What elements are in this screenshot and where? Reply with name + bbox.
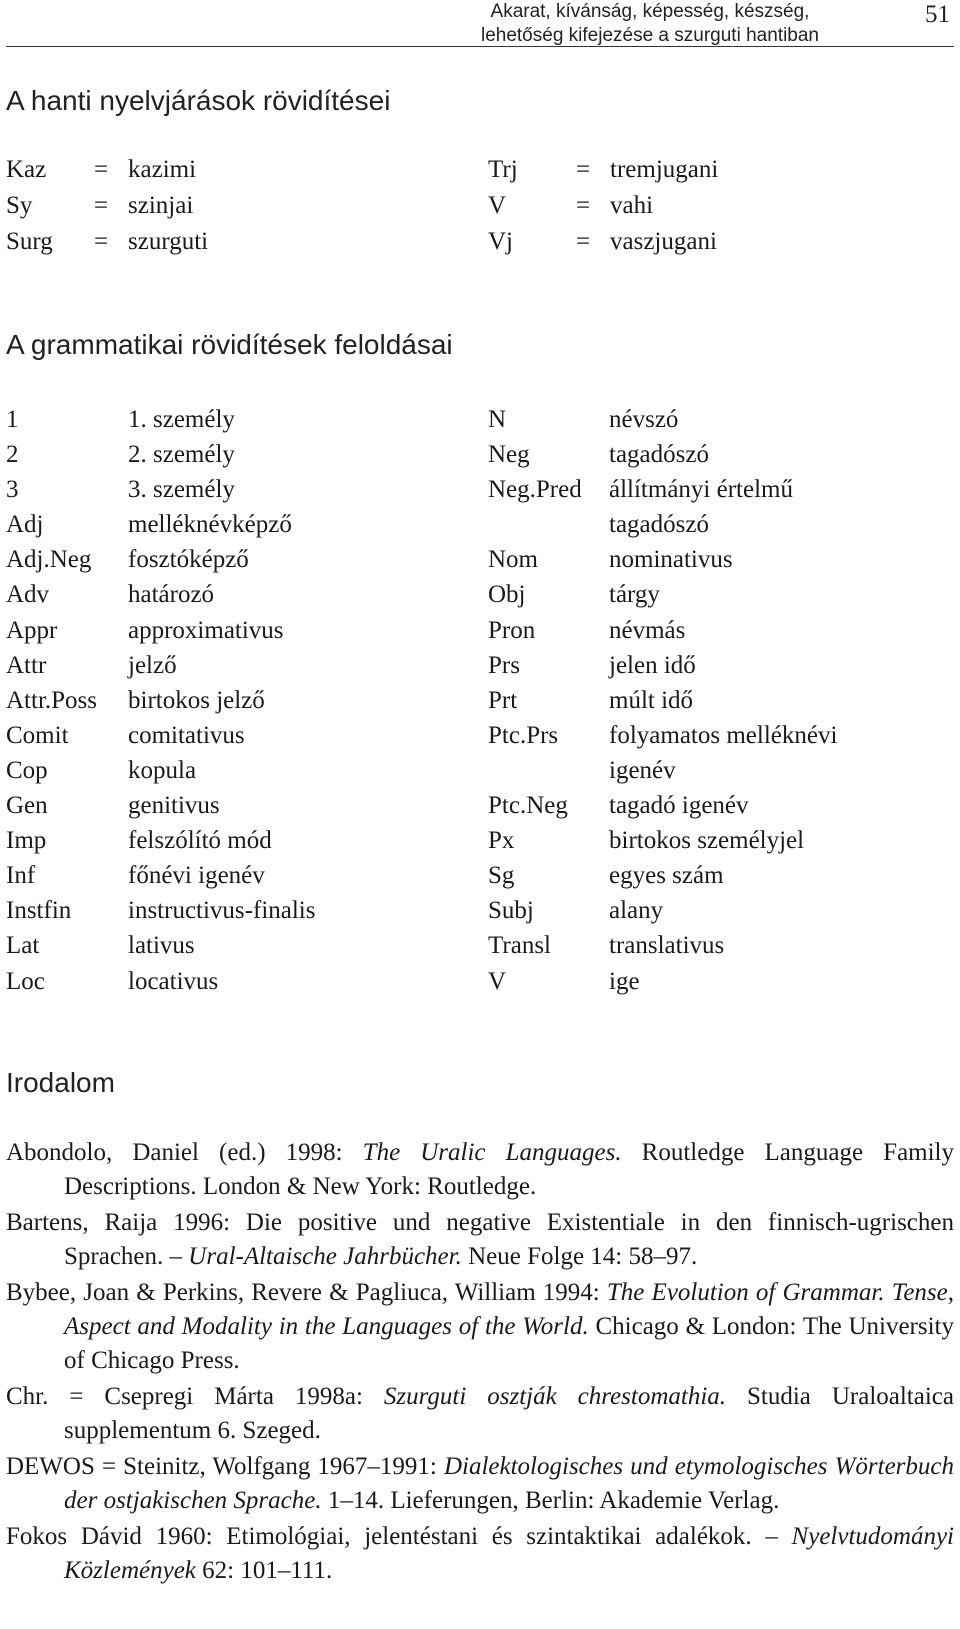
abbreviation-meaning: tagadószó <box>609 511 709 539</box>
abbreviation-row <box>488 928 958 963</box>
reference-text: Bybee, Joan & Perkins, Revere & Pagliuca, William 1994: <box>6 1279 607 1306</box>
abbreviation-row <box>488 753 958 788</box>
abbreviation: 3 <box>6 476 19 504</box>
dialect-name: tremjugani <box>610 156 719 183</box>
abbreviation-row <box>488 577 958 612</box>
dialect-abbreviation: Kaz <box>6 156 47 183</box>
reference-text: Fokos Dávid 1960: Etimológiai, jelentéstani és szintaktikai adalékok. – <box>6 1523 792 1550</box>
abbreviation: Neg <box>488 441 530 469</box>
dialect-name: szurguti <box>128 228 209 255</box>
abbreviation-meaning: névszó <box>609 406 679 433</box>
abbreviation: Px <box>488 827 515 855</box>
reference-text: Neue Folge 14: 58–97. <box>461 1243 698 1270</box>
abbreviation-meaning: egyes szám <box>609 862 724 890</box>
dialect-row <box>488 224 928 260</box>
reference-text: 1–14. Lieferungen, Berlin: Akademie Verlag. <box>321 1487 780 1514</box>
reference-title: The Uralic Languages. <box>362 1139 622 1166</box>
abbreviation-row <box>6 472 466 507</box>
abbreviation: Prs <box>488 651 520 679</box>
abbreviation-meaning: 1. személy <box>128 406 235 433</box>
abbreviation-meaning: tagadószó <box>609 441 709 469</box>
reference-entry <box>6 1520 954 1588</box>
abbreviation: 1 <box>6 406 19 433</box>
abbreviation: Subj <box>488 897 534 925</box>
abbreviation-row <box>6 542 466 577</box>
abbreviation-meaning: múlt idő <box>609 686 694 714</box>
abbreviation: Nom <box>488 546 538 574</box>
abbreviation-row <box>6 613 466 648</box>
abbreviation: Transl <box>488 932 551 960</box>
abbreviation: Adj <box>6 511 44 539</box>
abbreviation-meaning: állítmányi értelmű <box>609 476 793 504</box>
dialect-abbreviation: Sy <box>6 192 33 219</box>
abbreviation-row <box>488 683 958 718</box>
dialect-list-right <box>488 152 928 260</box>
grammar-list-right <box>488 402 958 999</box>
reference-text: Bartens, Raija 1996: Die positive und negative Existentiale in den finnisch-ugrischen Sprachen. – <box>6 1209 954 1270</box>
abbreviation-row <box>6 683 466 718</box>
abbreviation-row <box>488 858 958 893</box>
abbreviation-meaning: ige <box>609 967 640 995</box>
abbreviation-row <box>6 858 466 893</box>
abbreviation-meaning: folyamatos melléknévi <box>609 721 838 749</box>
reference-text: Chr. = Csepregi Márta 1998a: <box>6 1383 384 1410</box>
abbreviation-row <box>6 718 466 753</box>
page-number: 51 <box>925 1 950 28</box>
abbreviation: Cop <box>6 756 48 784</box>
abbreviation-row <box>6 507 466 542</box>
reference-entry <box>6 1206 954 1274</box>
abbreviation: Instfin <box>6 897 72 925</box>
abbreviation-row <box>488 402 958 437</box>
abbreviation-meaning: approximativus <box>128 616 284 644</box>
reference-text: Chicago & London: The University of Chicago Press. <box>64 1313 954 1374</box>
abbreviation-meaning: határozó <box>128 581 215 609</box>
abbreviation-meaning: melléknévképző <box>128 511 292 539</box>
reference-title: Ural-Altaische Jahrbücher. <box>188 1243 462 1270</box>
abbreviation: Inf <box>6 862 36 890</box>
reference-entry <box>6 1380 954 1448</box>
reference-entry <box>6 1276 954 1378</box>
reference-text: Studia Uraloaltaica supplementum 6. Szeged. <box>64 1383 954 1444</box>
abbreviation: Attr.Poss <box>6 686 98 714</box>
abbreviation: N <box>488 406 507 433</box>
abbreviation-row <box>488 964 958 999</box>
dialect-abbreviation: V <box>488 192 507 219</box>
equals-sign: = <box>94 228 109 255</box>
abbreviation: Attr <box>6 651 47 679</box>
abbreviation-row <box>488 613 958 648</box>
abbreviation-row <box>6 577 466 612</box>
abbreviation-row <box>6 648 466 683</box>
reference-title: Szurguti osztják chrestomathia. <box>383 1383 727 1410</box>
abbreviation-meaning: kopula <box>128 756 197 784</box>
dialect-list-left <box>6 152 446 260</box>
abbreviation-row <box>6 788 466 823</box>
abbreviation: 2 <box>6 441 19 469</box>
abbreviation: Loc <box>6 967 45 995</box>
abbreviation-meaning: jelző <box>128 651 177 679</box>
dialect-row <box>6 224 446 260</box>
equals-sign: = <box>576 192 591 219</box>
abbreviation: Adv <box>6 581 50 609</box>
abbreviation-meaning: birtokos személyjel <box>609 827 805 855</box>
dialect-row <box>6 188 446 224</box>
dialect-row <box>488 188 928 224</box>
dialect-name: vahi <box>610 192 654 219</box>
reference-title: Dialektologisches und etymologisches Wörterbuch der ostjakischen Sprache. <box>64 1453 954 1514</box>
abbreviation: Ptc.Neg <box>488 792 568 820</box>
running-title-line-2: lehetőség kifejezése a szurguti hantiban <box>480 25 819 46</box>
abbreviation-row <box>488 648 958 683</box>
abbreviation-meaning: főnévi igenév <box>128 862 265 890</box>
dialect-abbreviation: Vj <box>488 228 513 255</box>
abbreviation-row <box>6 964 466 999</box>
abbreviation-meaning: felszólító mód <box>128 827 272 855</box>
grammar-list-left <box>6 402 466 999</box>
dialect-row <box>6 152 446 188</box>
abbreviation-row <box>6 437 466 472</box>
abbreviation: Pron <box>488 616 536 644</box>
abbreviation-meaning: 2. személy <box>128 441 235 469</box>
dialect-abbreviation: Trj <box>488 156 518 183</box>
abbreviation: Gen <box>6 792 48 820</box>
reference-text: DEWOS = Steinitz, Wolfgang 1967–1991: <box>6 1453 444 1480</box>
abbreviation-row <box>488 893 958 928</box>
abbreviation-row <box>488 823 958 858</box>
running-title-line-1: Akarat, kívánság, képesség, készség, <box>490 1 810 22</box>
abbreviation-row <box>488 472 958 507</box>
equals-sign: = <box>576 228 591 255</box>
abbreviation-meaning: translativus <box>609 932 725 960</box>
dialect-name: szinjai <box>128 192 194 219</box>
reference-text: 62: 101–111. <box>195 1557 333 1584</box>
abbreviation: V <box>488 967 507 995</box>
references-heading: Irodalom <box>6 1067 115 1098</box>
reference-list <box>6 1136 954 1590</box>
grammatical-abbreviations-heading: A grammatikai rövidítések feloldásai <box>6 329 453 360</box>
reference-text: Routledge Language Family Descriptions. London & New York: Routledge. <box>64 1139 954 1200</box>
abbreviation-row <box>488 437 958 472</box>
abbreviation: Prt <box>488 686 518 714</box>
abbreviation: Obj <box>488 581 526 609</box>
abbreviation-row <box>488 542 958 577</box>
abbreviation: Ptc.Prs <box>488 721 559 749</box>
abbreviation: Sg <box>488 862 515 890</box>
abbreviation-meaning: birtokos jelző <box>128 686 265 714</box>
abbreviation-row <box>6 823 466 858</box>
abbreviation-row <box>488 788 958 823</box>
abbreviation-meaning: lativus <box>128 932 195 960</box>
abbreviation-meaning: genitivus <box>128 792 220 820</box>
abbreviation-meaning: igenév <box>609 756 676 784</box>
header-rule <box>6 46 954 47</box>
running-header <box>0 0 960 48</box>
abbreviation: Lat <box>6 932 40 960</box>
reference-title: Nyelvtudományi Közlemények <box>64 1523 954 1584</box>
reference-entry <box>6 1136 954 1204</box>
abbreviation-row <box>6 893 466 928</box>
abbreviation-meaning: instructivus-finalis <box>128 897 316 925</box>
reference-entry <box>6 1450 954 1518</box>
dialect-name: vaszjugani <box>610 228 717 255</box>
abbreviation-meaning: névmás <box>609 616 686 644</box>
abbreviation-meaning: locativus <box>128 967 219 995</box>
abbreviation-meaning: jelen idő <box>609 651 696 679</box>
abbreviation: Comit <box>6 721 69 749</box>
running-title <box>400 0 900 48</box>
abbreviation: Appr <box>6 616 58 644</box>
equals-sign: = <box>94 192 109 219</box>
abbreviation-row <box>6 402 466 437</box>
abbreviation-row <box>488 718 958 753</box>
abbreviation-meaning: alany <box>609 897 664 925</box>
abbreviation-meaning: nominativus <box>609 546 733 574</box>
reference-text: Abondolo, Daniel (ed.) 1998: <box>6 1139 363 1166</box>
dialect-name: kazimi <box>128 156 197 183</box>
dialect-abbreviation: Surg <box>6 228 53 255</box>
abbreviation-row <box>6 753 466 788</box>
abbreviation-meaning: 3. személy <box>128 476 235 504</box>
equals-sign: = <box>94 156 109 183</box>
abbreviation: Imp <box>6 827 47 855</box>
abbreviation: Neg.Pred <box>488 476 582 504</box>
abbreviation-row <box>488 507 958 542</box>
dialect-row <box>488 152 928 188</box>
abbreviation-row <box>6 928 466 963</box>
abbreviation-meaning: tárgy <box>609 581 660 609</box>
abbreviation-meaning: tagadó igenév <box>609 792 749 820</box>
reference-title: The Evolution of Grammar. Tense, Aspect and Modality in the Languages of the World. <box>64 1279 955 1340</box>
abbreviation-meaning: comitativus <box>128 721 245 749</box>
abbreviation: Adj.Neg <box>6 546 92 574</box>
equals-sign: = <box>576 156 591 183</box>
dialect-abbreviations-heading: A hanti nyelvjárások rövidítései <box>6 85 391 116</box>
abbreviation-meaning: fosztóképző <box>128 546 249 574</box>
